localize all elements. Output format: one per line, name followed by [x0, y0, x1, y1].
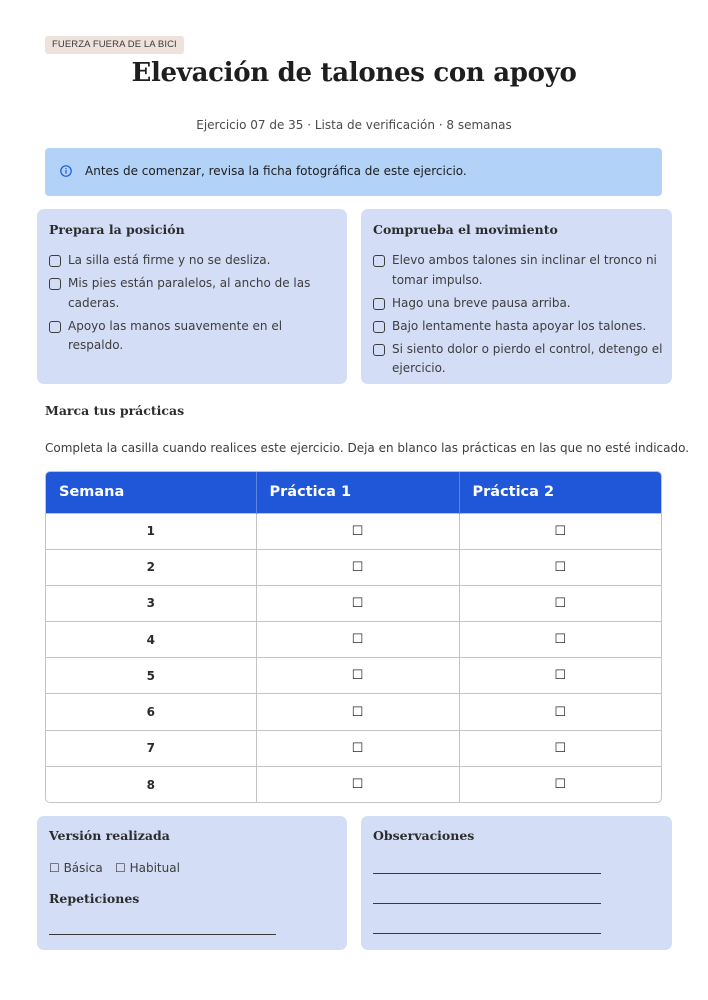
checklist-item[interactable]: Elevo ambos talones sin inclinar el tronco ni tomar impulso. [373, 251, 663, 290]
movement-checklist [373, 251, 663, 382]
table-row [46, 730, 661, 766]
checklist-item[interactable]: Hago una breve pausa arriba. [373, 294, 663, 314]
movement-card-title: Comprueba el movimiento [373, 222, 558, 237]
table-row [46, 549, 661, 585]
practice-2-checkbox[interactable]: ☐ [459, 585, 661, 621]
page-subtitle: Ejercicio 07 de 35 · Lista de verificación · 8 semanas [196, 118, 512, 132]
checklist-item[interactable]: La silla está firme y no se desliza. [49, 251, 339, 271]
practice-section-title: Marca tus prácticas [45, 403, 185, 418]
notes-card-title: Observaciones [373, 828, 475, 843]
checkbox-icon[interactable] [373, 321, 385, 333]
table-row [46, 513, 661, 549]
option-basic[interactable]: ☐ Básica [49, 861, 103, 875]
week-cell: 6 [46, 694, 256, 730]
checkbox-icon[interactable] [49, 278, 61, 290]
practice-2-checkbox[interactable]: ☐ [459, 730, 661, 766]
practice-1-checkbox[interactable]: ☐ [256, 622, 459, 658]
notes-card [361, 816, 672, 950]
setup-card [37, 209, 347, 384]
table-row [46, 658, 661, 694]
checkbox-icon[interactable] [49, 255, 61, 267]
checkbox-icon[interactable] [373, 298, 385, 310]
practice-table [45, 471, 662, 803]
checklist-item[interactable]: Apoyo las manos suavemente en el respaldo. [49, 317, 339, 356]
column-header-practice-2: Práctica 2 [459, 472, 661, 513]
practice-1-checkbox[interactable]: ☐ [256, 549, 459, 585]
practice-2-checkbox[interactable]: ☐ [459, 694, 661, 730]
practice-1-checkbox[interactable]: ☐ [256, 658, 459, 694]
checkbox-icon[interactable] [373, 344, 385, 356]
practice-1-checkbox[interactable]: ☐ [256, 766, 459, 802]
practice-1-checkbox[interactable]: ☐ [256, 585, 459, 621]
practice-2-checkbox[interactable]: ☐ [459, 766, 661, 802]
checkbox-icon[interactable] [373, 255, 385, 267]
practice-1-checkbox[interactable]: ☐ [256, 513, 459, 549]
week-cell: 5 [46, 658, 256, 694]
setup-checklist [49, 251, 339, 359]
info-notice [45, 148, 662, 196]
checklist-item[interactable]: Mis pies están paralelos, al ancho de las caderas. [49, 274, 339, 313]
notice-text: Antes de comenzar, revisa la ficha fotográfica de este ejercicio. [85, 164, 467, 178]
version-card [37, 816, 347, 950]
notes-line[interactable] [373, 903, 601, 904]
week-cell: 2 [46, 549, 256, 585]
option-habitual[interactable]: ☐ Habitual [115, 861, 180, 875]
practice-description: Completa la casilla cuando realices este ejercicio. Deja en blanco las prácticas en las que no esté indicado. [45, 441, 690, 455]
checklist-item[interactable]: Si siento dolor o pierdo el control, detengo el ejercicio. [373, 340, 663, 379]
repetitions-input-line[interactable] [49, 934, 276, 935]
version-card-title: Versión realizada [49, 828, 170, 843]
practice-2-checkbox[interactable]: ☐ [459, 549, 661, 585]
repetitions-title: Repeticiones [49, 891, 140, 906]
setup-card-title: Prepara la posición [49, 222, 185, 237]
column-header-practice-1: Práctica 1 [256, 472, 459, 513]
table-row [46, 622, 661, 658]
practice-2-checkbox[interactable]: ☐ [459, 658, 661, 694]
checkbox-icon[interactable] [49, 321, 61, 333]
table-row [46, 585, 661, 621]
week-cell: 3 [46, 585, 256, 621]
week-cell: 4 [46, 622, 256, 658]
checklist-item[interactable]: Bajo lentamente hasta apoyar los talones. [373, 317, 663, 337]
page-title: Elevación de talones con apoyo [131, 58, 577, 88]
info-icon [60, 165, 72, 177]
category-tag: FUERZA FUERA DE LA BICI [45, 36, 184, 54]
practice-1-checkbox[interactable]: ☐ [256, 694, 459, 730]
table-row [46, 766, 661, 802]
column-header-week: Semana [46, 472, 256, 513]
practice-2-checkbox[interactable]: ☐ [459, 513, 661, 549]
week-cell: 8 [46, 766, 256, 802]
movement-card [361, 209, 672, 384]
notes-line[interactable] [373, 933, 601, 934]
notes-line[interactable] [373, 873, 601, 874]
week-cell: 7 [46, 730, 256, 766]
practice-1-checkbox[interactable]: ☐ [256, 730, 459, 766]
table-row [46, 694, 661, 730]
week-cell: 1 [46, 513, 256, 549]
practice-2-checkbox[interactable]: ☐ [459, 622, 661, 658]
